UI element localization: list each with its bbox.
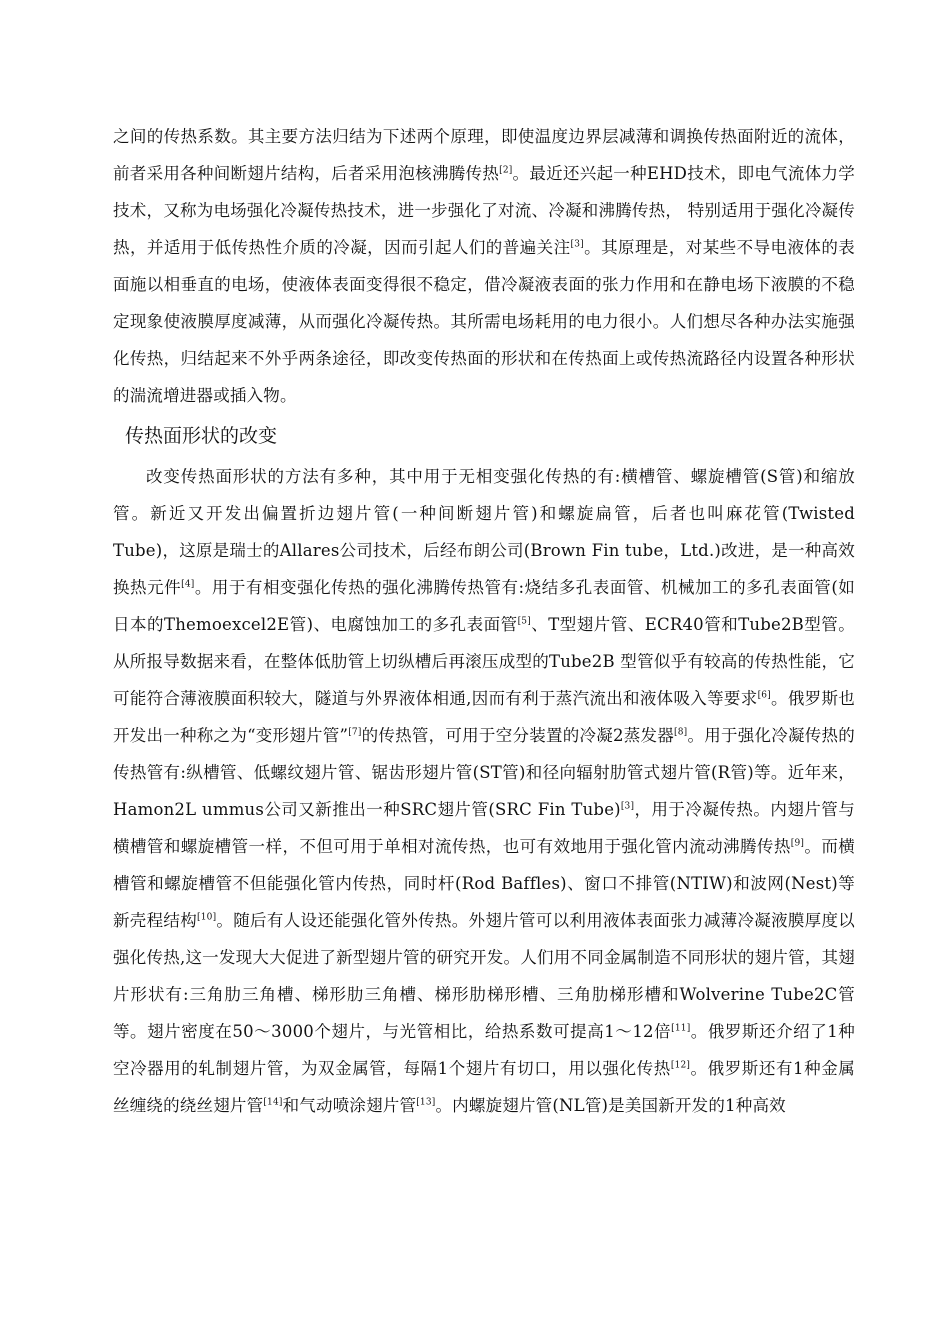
text-run: 。用于强化冷凝传热的传热管有:纵槽管、低螺纹翅片管、锯齿形翅片管(ST管)和径向辐射肋管式翅片管(R管)等。近年来，Hamon2L ummus公司又新推出一种SRC翅片管(SRC Fin Tube): [113, 726, 855, 819]
citation-ref: [7]: [348, 727, 362, 738]
text-run: 。用于有相变强化传热的强化沸腾传热管有:烧结多孔表面管、机械加工的多孔表面管(如日本的Themoexcel2E管)、电腐蚀加工的多孔表面管: [113, 578, 855, 634]
citation-ref: [2]: [499, 165, 513, 176]
citation-ref: [5]: [517, 616, 531, 627]
text-run: 。最近还兴起一种EHD技术，即电气流体力学技术，又称为电场强化冷凝传热技术，进一步强化了对流、冷凝和沸腾传热， 特别适用于强化冷凝传热，并适用于低传热性介质的冷凝，因而引起人们的普遍关注: [113, 164, 855, 257]
citation-ref: [3]: [620, 801, 635, 812]
citation-ref: [3]: [570, 239, 584, 250]
body-paragraph-2: [113, 458, 855, 1124]
body-paragraph-1: [113, 118, 855, 414]
citation-ref: [13]: [416, 1097, 436, 1108]
text-run: 、T型翅片管、ECR40管和Tube2B型管。从所报导数据来看，在整体低肋管上切纵槽后再滚压成型的Tube2B 型管似乎有较高的传热性能，它可能符合薄液膜面积较大，隧道与外界液体相通,因而有利于蒸汽流出和液体吸入等要求: [113, 615, 855, 708]
text-run: 。俄罗斯也开发出一种称之为“变形翅片管”: [113, 689, 856, 745]
text-run: 。而横槽管和螺旋槽管不但能强化管内传热，同时杆(Rod Baffles)、窗口不排管(NTIW)和波网(Nest)等新壳程结构: [113, 837, 855, 930]
text-run: 改变传热面形状的方法有多种，其中用于无相变强化传热的有:横槽管、螺旋槽管(S管)和缩放管。新近又开发出偏置折边翅片管(一种间断翅片管)和螺旋扁管，后者也叫麻花管(Twisted Tube)，这原是瑞士的Allares公司技术，后经布朗公司(Brown Fin tube，Ltd.)改进，是一种高效换热元件: [113, 467, 855, 597]
citation-ref: [14]: [263, 1097, 283, 1108]
text-run: 。内螺旋翅片管(NL管)是美国新开发的1种高效: [435, 1096, 786, 1115]
section-heading: 传热面形状的改变: [125, 425, 278, 447]
text-run: ，用于冷凝传热。内翅片管与横槽管和螺旋槽管一样，不但可用于单相对流传热，也可有效地用于强化管内流动沸腾传热: [113, 800, 855, 856]
text-run: 之间的传热系数。其主要方法归结为下述两个原理，即使温度边界层减薄和调换传热面附近的流体，前者采用各种间断翅片结构，后者采用泡核沸腾传热: [113, 127, 855, 183]
citation-ref: [12]: [670, 1060, 691, 1071]
citation-ref: [6]: [757, 690, 771, 701]
citation-ref: [11]: [671, 1023, 691, 1034]
text-run: 。其原理是，对某些不导电液体的表面施以相垂直的电场，使液体表面变得很不稳定，借冷凝液表面的张力作用和在静电场下液膜的不稳定现象使液膜厚度减薄，从而强化冷凝传热。其所需电场耗用的电力很小。人们想尽各种办法实施强化传热，归结起来不外乎两条途径，即改变传热面的形状和在传热面上或传热流路径内设置各种形状的湍流增进器或插入物。: [113, 238, 855, 405]
citation-ref: [10]: [197, 912, 217, 923]
document-page: [113, 118, 855, 1124]
text-run: 。俄罗斯还介绍了1种空冷器用的轧制翅片管，为双金属管，每隔1个翅片有切口，用以强化传热: [113, 1022, 855, 1078]
citation-ref: [8]: [674, 727, 688, 738]
text-run: 的传热管，可用于空分装置的冷凝2蒸发器: [361, 726, 675, 745]
text-run: 。随后有人设还能强化管外传热。外翅片管可以利用液体表面张力减薄冷凝液膜厚度以强化传热,这一发现大大促进了新型翅片管的研究开发。人们用不同金属制造不同形状的翅片管，其翅片形状有:三角肋三角槽、梯形肋三角槽、梯形肋梯形槽、三角肋梯形槽和Wolverine Tube2C管等。翅片密度在50～3000个翅片，与光管相比，给热系数可提高1～12倍: [113, 911, 856, 1041]
text-run: 和气动喷涂翅片管: [282, 1096, 417, 1115]
text-run: 。俄罗斯还有1种金属丝缠绕的绕丝翅片管: [113, 1059, 856, 1115]
citation-ref: [4]: [181, 579, 195, 590]
citation-ref: [9]: [790, 838, 805, 849]
